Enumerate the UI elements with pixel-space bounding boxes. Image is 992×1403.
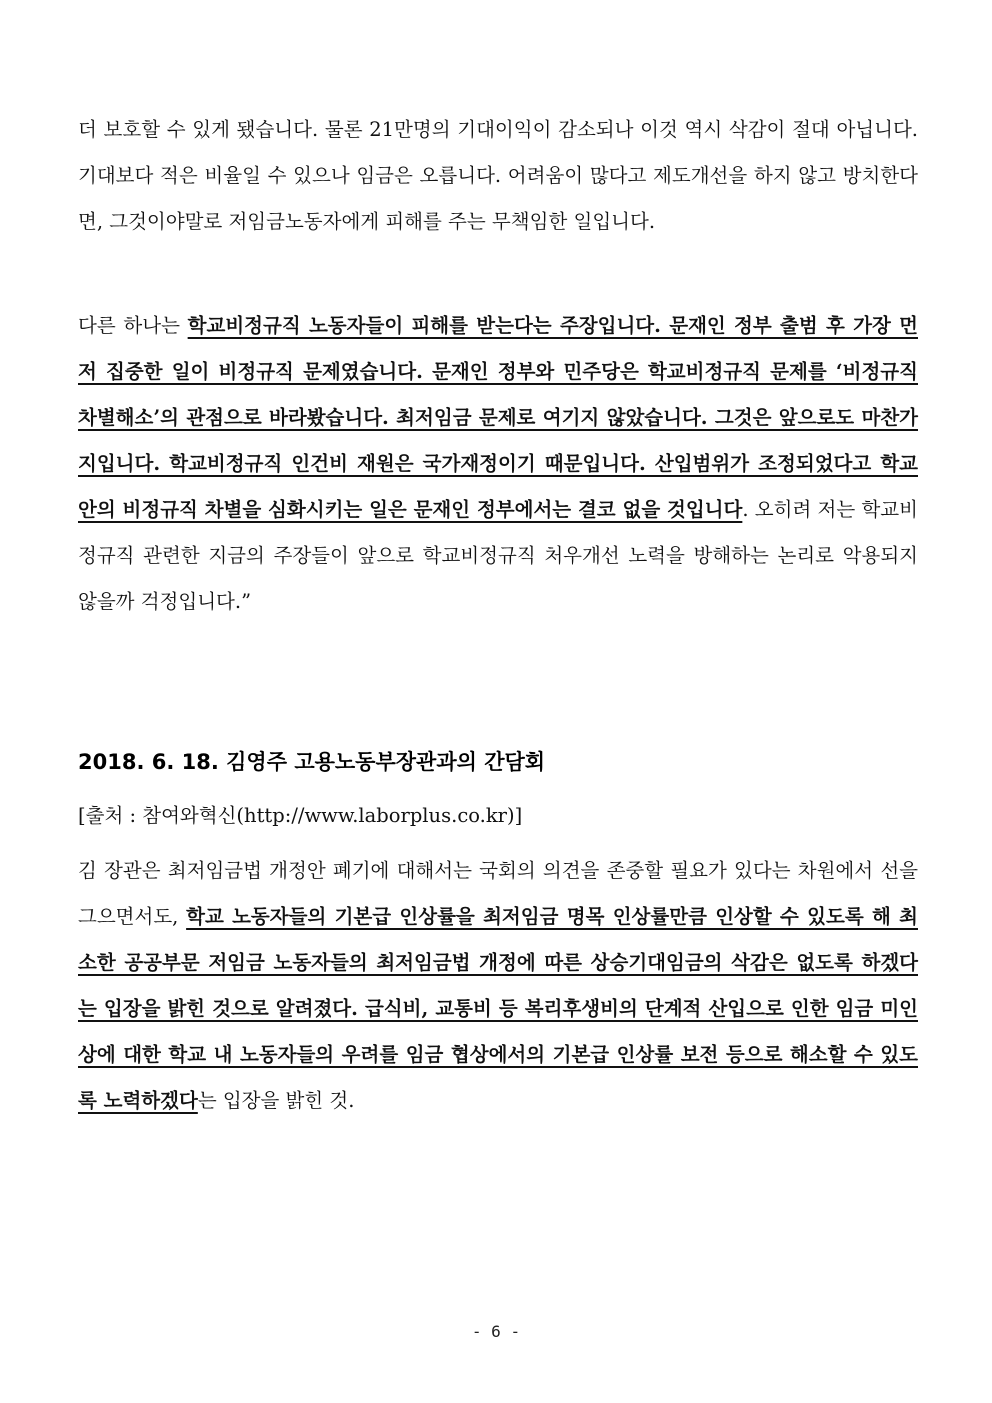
paragraph-minister-meeting bbox=[78, 848, 918, 1124]
section-heading: 2018. 6. 18. 김영주 고용노동부장관과의 간담회 bbox=[78, 750, 546, 774]
paragraph-tail: . 오히려 저는 학교비정규직 관련한 지금의 주장들이 앞으로 학교비정규직 처우개선 노력을 방해하는 논리로 악용되지 않을까 걱정입니다.” bbox=[78, 498, 918, 613]
page-number: - 6 - bbox=[471, 1322, 521, 1341]
paragraph-lead: 김 장관은 최저임금법 개정안 폐기에 대해서는 국회의 의견을 존중할 필요가 있다는 차원에서 선을 그으면서도, bbox=[78, 859, 918, 928]
emphasized-statement: 학교비정규직 노동자들이 피해를 받는다는 주장입니다. 문재인 정부 출범 후 가장 먼저 집중한 일이 비정규직 문제였습니다. 문재인 정부와 민주당은 학교비정규직 문제를 ‘비정규직 차별해소’의 관점으로 바라봤습니다. 최저임금 문제로 여기지 않았습니다. 그것은 앞으로도 마찬가지입니다. 학교비정규직 인건비 재원은 국가재정이기 때문입니다. 산입범위가 조정되었다고 학교 안의 비정규직 차별을 심화시키는 일은 문재인 정부에서는 결코 없을 것입니다 bbox=[78, 314, 918, 521]
paragraph-lead: 다른 하나는 bbox=[78, 314, 188, 337]
paragraph-text: 더 보호할 수 있게 됐습니다. 물론 21만명의 기대이익이 감소되나 이것 역시 삭감이 절대 아닙니다. 기대보다 적은 비율일 수 있으나 임금은 오릅니다. 어려움이 많다고 제도개선을 하지 않고 방치한다면, 그것이야말로 저임금노동자에게 피해를 주는 무책임한 일입니다. bbox=[78, 118, 918, 233]
emphasized-statement: 학교 노동자들의 기본급 인상률을 최저임금 명목 인상률만큼 인상할 수 있도록 해 최소한 공공부문 저임금 노동자들의 최저임금법 개정에 따른 상승기대임금의 삭감은 없도록 하겠다는 입장을 밝힌 것으로 알려졌다. 급식비, 교통비 등 복리후생비의 단계적 산입으로 인한 임금 미인상에 대한 학교 내 노동자들의 우려를 임금 협상에서의 기본급 인상률 보전 등으로 해소할 수 있도록 노력하겠다 bbox=[78, 905, 918, 1112]
paragraph-continuation bbox=[78, 107, 918, 245]
paragraph-school-workers bbox=[78, 303, 918, 625]
paragraph-tail: 는 입장을 밝힌 것. bbox=[197, 1089, 355, 1112]
source-citation: [출처 : 참여와혁신(http://www.laborplus.co.kr)] bbox=[78, 804, 523, 827]
